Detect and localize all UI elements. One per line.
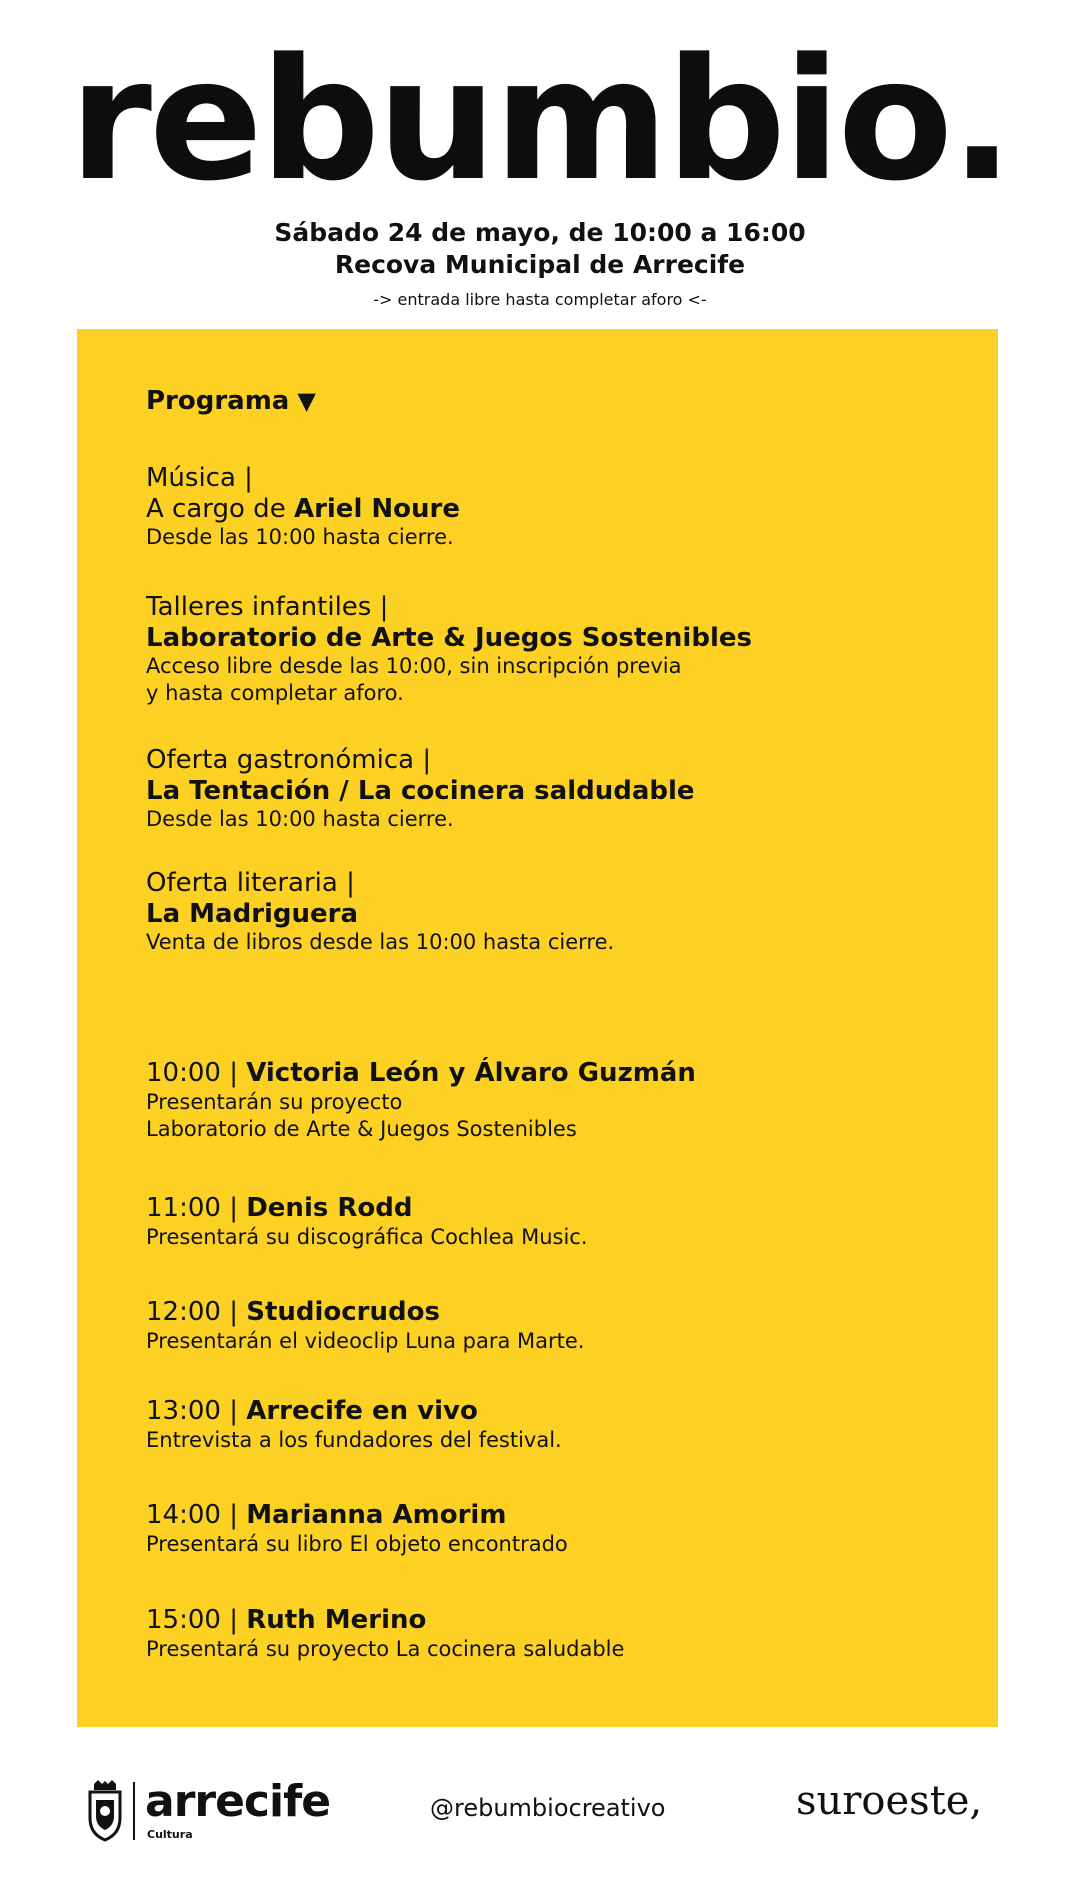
- schedule-item: [146, 1192, 966, 1251]
- event-date: Sábado 24 de mayo, de 10:00 a 16:00: [274, 218, 806, 247]
- category-title: Laboratorio de Arte & Juegos Sostenibles: [146, 623, 752, 653]
- category-description: Desde las 10:00 hasta cierre.: [146, 807, 454, 831]
- program-category: [146, 591, 966, 707]
- schedule-title: [146, 1296, 966, 1328]
- schedule-name: Victoria León y Álvaro Guzmán: [246, 1058, 696, 1088]
- category-lead: [146, 494, 966, 524]
- program-category: [146, 462, 966, 551]
- program-heading-label: Programa: [146, 386, 290, 416]
- category-label: Música |: [146, 463, 253, 493]
- entry-note: -> entrada libre hasta completar aforo <-: [373, 290, 707, 309]
- schedule-time: 10:00 |: [146, 1058, 238, 1088]
- schedule-description: Presentará su libro El objeto encontrado: [146, 1532, 568, 1556]
- arrecife-subtitle: Cultura: [147, 1828, 193, 1841]
- schedule-name: Arrecife en vivo: [246, 1396, 478, 1426]
- schedule-time: 13:00 |: [146, 1396, 238, 1426]
- program-category: [146, 867, 966, 956]
- triangle-down-icon: ▼: [297, 387, 316, 415]
- schedule-name: Studiocrudos: [246, 1297, 440, 1327]
- schedule-name: Ruth Merino: [246, 1605, 427, 1635]
- arrecife-logo: arrecife: [145, 1776, 331, 1827]
- category-title: Ariel Noure: [293, 494, 460, 524]
- schedule-item: [146, 1395, 966, 1454]
- sponsor-logo: suroeste,: [796, 1778, 983, 1824]
- schedule-item: [146, 1499, 966, 1558]
- category-description: Venta de libros desde las 10:00 hasta cierre.: [146, 930, 615, 954]
- category-label: Oferta gastronómica |: [146, 745, 432, 775]
- schedule-description: Presentarán su proyecto: [146, 1090, 403, 1114]
- coat-of-arms-icon: [86, 1780, 124, 1842]
- schedule-description: Entrevista a los fundadores del festival.: [146, 1428, 562, 1452]
- schedule-title: [146, 1604, 966, 1636]
- category-label: Talleres infantiles |: [146, 592, 389, 622]
- category-label: Oferta literaria |: [146, 868, 355, 898]
- program-category: [146, 744, 966, 833]
- event-logo: rebumbio.: [69, 22, 1011, 218]
- schedule-time: 14:00 |: [146, 1500, 238, 1530]
- category-title: La Madriguera: [146, 899, 359, 929]
- schedule-item: [146, 1604, 966, 1663]
- schedule-title: [146, 1192, 966, 1224]
- social-handle: @rebumbiocreativo: [430, 1794, 666, 1822]
- schedule-item: [146, 1057, 966, 1143]
- schedule-name: Marianna Amorim: [246, 1500, 507, 1530]
- footer-separator: [133, 1782, 135, 1840]
- schedule-description: Laboratorio de Arte & Juegos Sostenibles: [146, 1117, 577, 1141]
- category-description: Acceso libre desde las 10:00, sin inscripción previa: [146, 654, 682, 678]
- schedule-description: Presentará su proyecto La cocinera saludable: [146, 1637, 625, 1661]
- category-description: y hasta completar aforo.: [146, 681, 404, 705]
- schedule-title: [146, 1057, 966, 1089]
- program-heading: [146, 386, 316, 416]
- schedule-item: [146, 1296, 966, 1355]
- category-title: La Tentación / La cocinera saldudable: [146, 776, 695, 806]
- event-venue: Recova Municipal de Arrecife: [334, 250, 746, 279]
- category-description: Desde las 10:00 hasta cierre.: [146, 525, 454, 549]
- schedule-time: 15:00 |: [146, 1605, 238, 1635]
- schedule-name: Denis Rodd: [246, 1193, 413, 1223]
- schedule-title: [146, 1499, 966, 1531]
- schedule-description: Presentará su discográfica Cochlea Music.: [146, 1225, 588, 1249]
- schedule-title: [146, 1395, 966, 1427]
- category-lead-prefix: A cargo de: [146, 494, 294, 524]
- schedule-time: 12:00 |: [146, 1297, 238, 1327]
- schedule-description: Presentarán el videoclip Luna para Marte.: [146, 1329, 585, 1353]
- schedule-time: 11:00 |: [146, 1193, 238, 1223]
